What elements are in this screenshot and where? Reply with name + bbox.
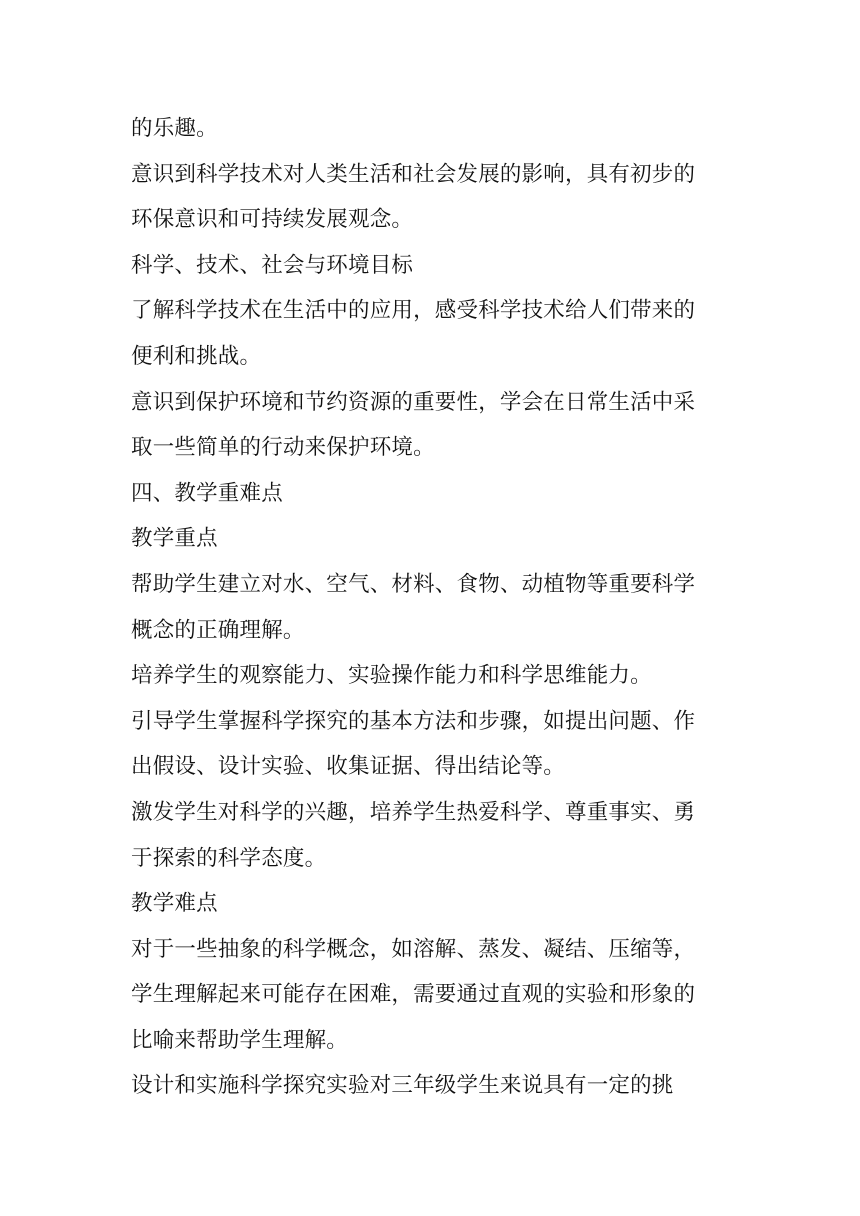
- text-line: 学生理解起来可能存在困难，需要通过直观的实验和形象的: [131, 982, 696, 1008]
- text-line: 了解科学技术在生活中的应用，感受科学技术给人们带来的: [131, 298, 696, 324]
- text-line: 设计和实施科学探究实验对三年级学生来说具有一定的挑: [131, 1073, 674, 1099]
- text-line: 意识到科学技术对人类生活和社会发展的影响，具有初步的: [131, 161, 696, 187]
- text-line: 比喻来帮助学生理解。: [131, 1027, 349, 1053]
- text-line: 对于一些抽象的科学概念，如溶解、蒸发、凝结、压缩等，: [131, 936, 696, 962]
- text-line: 引导学生掌握科学探究的基本方法和步骤，如提出问题、作: [131, 708, 696, 734]
- text-line: 培养学生的观察能力、实验操作能力和科学思维能力。: [131, 663, 652, 689]
- text-line: 激发学生对科学的兴趣，培养学生热爱科学、尊重事实、勇: [131, 799, 696, 825]
- text-line: 于探索的科学态度。: [131, 845, 327, 871]
- subsection-heading: 教学难点: [131, 891, 218, 917]
- text-line: 出假设、设计实验、收集证据、得出结论等。: [131, 754, 566, 780]
- text-line: 环保意识和可持续发展观念。: [131, 207, 414, 233]
- document-page: [131, 106, 731, 1109]
- text-line: 便利和挑战。: [131, 343, 262, 369]
- text-line: 帮助学生建立对水、空气、材料、食物、动植物等重要科学: [131, 571, 696, 597]
- text-line: 意识到保护环境和节约资源的重要性，学会在日常生活中采: [131, 389, 696, 415]
- section-heading: 科学、技术、社会与环境目标: [131, 252, 414, 278]
- text-line: 的乐趣。: [131, 116, 218, 141]
- text-line: 取一些简单的行动来保护环境。: [131, 435, 435, 461]
- subsection-heading: 教学重点: [131, 526, 218, 552]
- section-heading: 四、教学重难点: [131, 480, 283, 506]
- text-line: 概念的正确理解。: [131, 617, 305, 643]
